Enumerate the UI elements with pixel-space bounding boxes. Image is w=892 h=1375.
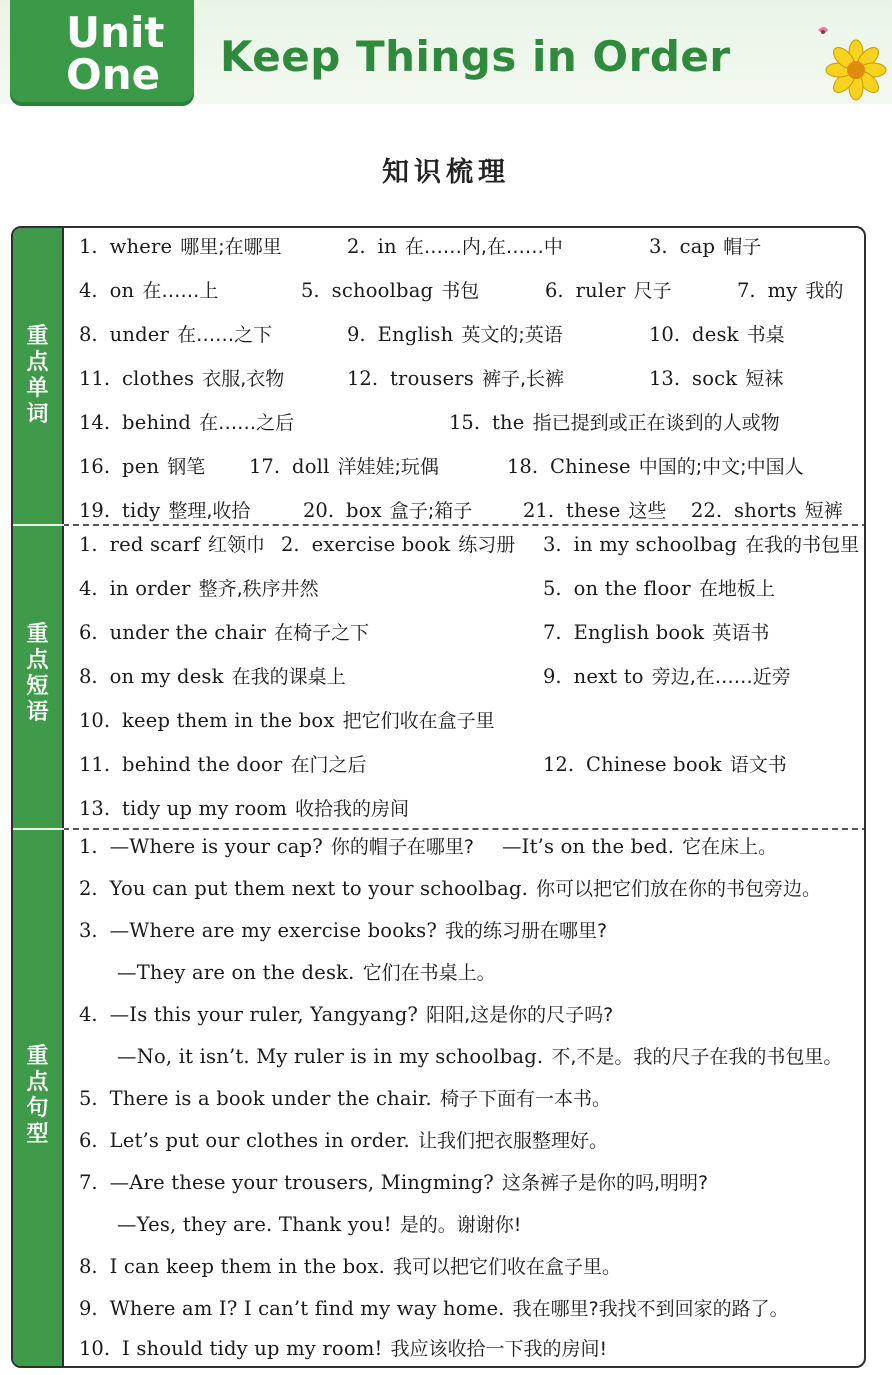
word-item: 18. Chinese 中国的;中文;中国人 <box>507 455 804 478</box>
section-divider-side <box>13 828 64 830</box>
word-item: 14. behind 在……之后 <box>79 411 295 434</box>
unit-label: Unit <box>66 8 165 57</box>
flower-icon <box>808 22 892 104</box>
section-divider-side <box>13 524 64 526</box>
word-item: 1. where 哪里;在哪里 <box>79 235 282 258</box>
phrase-item: 13. tidy up my room 收拾我的房间 <box>79 797 410 820</box>
word-item: 13. sock 短袜 <box>649 367 784 390</box>
sentence-line: 5. There is a book under the chair. 椅子下面有一本书。 <box>79 1087 611 1110</box>
word-item: 16. pen 钢笔 <box>79 455 206 478</box>
sentences-section-label: 重 点 句 型 <box>26 1044 49 1147</box>
word-item: 20. box 盒子;箱子 <box>303 499 473 522</box>
word-item: 3. cap 帽子 <box>649 235 762 258</box>
word-item: 4. on 在……上 <box>79 279 219 302</box>
knowledge-box <box>11 226 866 1368</box>
words-section-label: 重 点 单 词 <box>26 324 49 427</box>
word-item: 21. these 这些 <box>523 499 667 522</box>
section-heading: 知识梳理 <box>382 157 510 188</box>
sentence-line: 6. Let’s put our clothes in order. 让我们把衣服整理好。 <box>79 1129 608 1152</box>
word-item: 7. my 我的 <box>737 279 844 302</box>
sentence-line: —No, it isn’t. My ruler is in my schoolbag. 不,不是。我的尺子在我的书包里。 <box>117 1045 843 1068</box>
phrase-item: 7. English book 英语书 <box>543 621 770 644</box>
section-divider <box>13 828 866 830</box>
sentence-line: 7. —Are these your trousers, Mingming? 这条裤子是你的吗,明明? <box>79 1171 709 1194</box>
section-divider <box>13 524 866 526</box>
phrase-item: 2. exercise book 练习册 <box>281 533 516 556</box>
phrase-item: 8. on my desk 在我的课桌上 <box>79 665 346 688</box>
word-item: 15. the 指已提到或正在谈到的人或物 <box>449 411 780 434</box>
word-item: 6. ruler 尺子 <box>545 279 672 302</box>
word-item: 2. in 在……内,在……中 <box>347 235 563 258</box>
word-item: 19. tidy 整理,收拾 <box>79 499 251 522</box>
phrase-item: 12. Chinese book 语文书 <box>543 753 787 776</box>
sentence-line: —Yes, they are. Thank you! 是的。谢谢你! <box>117 1213 522 1236</box>
sentence-line: 4. —Is this your ruler, Yangyang? 阳阳,这是你的尺子吗? <box>79 1003 614 1026</box>
phrase-item: 10. keep them in the box 把它们收在盒子里 <box>79 709 495 732</box>
phrases-section-label: 重 点 短 语 <box>26 622 49 725</box>
sentence-line: 9. Where am I? I can’t find my way home. 我在哪里?我找不到回家的路了。 <box>79 1297 789 1320</box>
phrase-item: 6. under the chair 在椅子之下 <box>79 621 370 644</box>
word-item: 17. doll 洋娃娃;玩偶 <box>249 455 439 478</box>
unit-number: One <box>66 50 161 99</box>
sentence-line: 2. You can put them next to your schoolbag. 你可以把它们放在你的书包旁边。 <box>79 877 822 900</box>
phrase-item: 9. next to 旁边,在……近旁 <box>543 665 791 688</box>
phrase-item: 1. red scarf 红领巾 <box>79 533 266 556</box>
word-item: 22. shorts 短裤 <box>691 499 843 522</box>
sentence-line: 1. —Where is your cap? 你的帽子在哪里? —It’s on the bed. 它在床上。 <box>79 835 778 858</box>
sentence-line: 10. I should tidy up my room! 我应该收拾一下我的房间! <box>79 1337 608 1360</box>
word-item: 9. English 英文的;英语 <box>347 323 563 346</box>
word-item: 5. schoolbag 书包 <box>301 279 480 302</box>
word-item: 10. desk 书桌 <box>649 323 785 346</box>
word-item: 11. clothes 衣服,衣物 <box>79 367 285 390</box>
phrase-item: 5. on the floor 在地板上 <box>543 577 775 600</box>
phrase-item: 4. in order 整齐,秩序井然 <box>79 577 319 600</box>
word-item: 8. under 在……之下 <box>79 323 273 346</box>
page-title: Keep Things in Order <box>220 32 731 81</box>
unit-tab <box>10 0 194 106</box>
sentence-line: 8. I can keep them in the box. 我可以把它们收在盒子里。 <box>79 1255 621 1278</box>
sentence-line: —They are on the desk. 它们在书桌上。 <box>117 961 496 984</box>
sentence-line: 3. —Where are my exercise books? 我的练习册在哪里? <box>79 919 608 942</box>
phrase-item: 11. behind the door 在门之后 <box>79 753 367 776</box>
word-item: 12. trousers 裤子,长裤 <box>347 367 564 390</box>
phrase-item: 3. in my schoolbag 在我的书包里 <box>543 533 860 556</box>
